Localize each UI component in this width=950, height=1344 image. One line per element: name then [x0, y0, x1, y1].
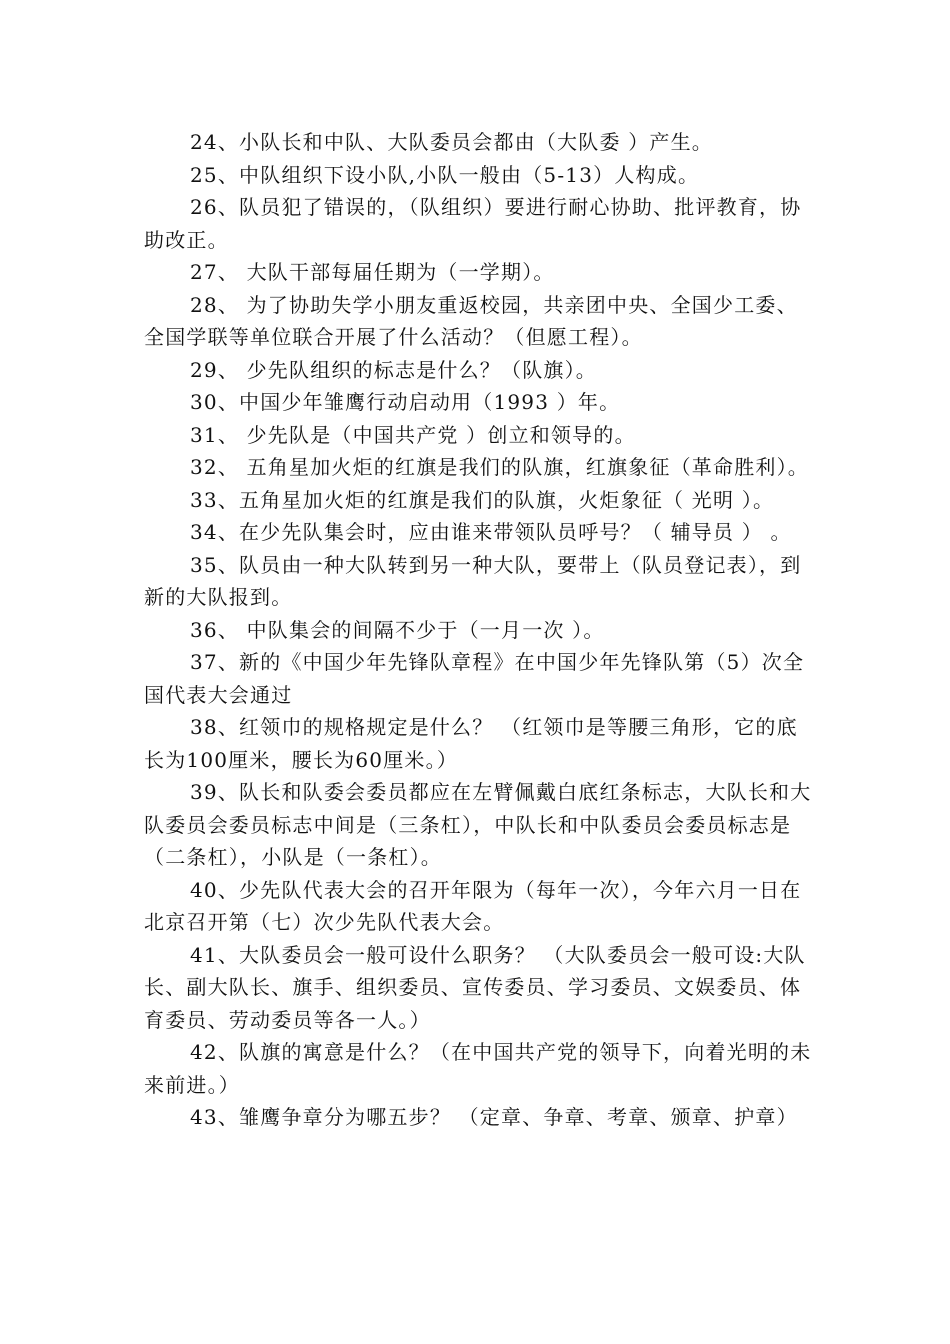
list-item-40: 40、少先队代表大会的召开年限为（每年一次），今年六月一日在北京召开第（七）次少先队代表大会。: [144, 877, 802, 934]
list-item-28: 28、 为了协助失学小朋友重返校园，共亲团中央、全国少工委、全国学联等单位联合开展了什么活动？（但愿工程）。: [144, 292, 798, 349]
list-item-37: 37、新的《中国少年先锋队章程》在中国少年先锋队第（5）次全国代表大会通过: [144, 650, 805, 707]
list-item-31: 31、 少先队是（中国共产党 ）创立和领导的。: [190, 422, 636, 447]
list-item-43: 43、雏鹰争章分为哪五步？ （定章、争章、考章、颁章、护章）: [190, 1105, 798, 1129]
list-item-42: 42、队旗的寓意是什么？（在中国共产党的领导下，向着光明的未来前进。）: [144, 1040, 812, 1097]
list-item-33: 33、五角星加火炬的红旗是我们的队旗，火炬象征（ 光明 ）。: [190, 487, 775, 512]
list-item-34: 34、在少先队集会时，应由谁来带领队员呼号？（ 辅导员 ） 。: [190, 520, 792, 544]
list-item-24: 24、小队长和中队、大队委员会都由（大队委 ）产生。: [190, 130, 714, 154]
list-item-27: 27、 大队干部每届任期为（一学期）。: [190, 260, 555, 284]
list-item-41: 41、大队委员会一般可设什么职务？ （大队委员会一般可设:大队长、副大队长、旗手、组织委员、宣传委员、学习委员、文娱委员、体育委员、劳动委员等各一人。）: [144, 942, 806, 1032]
list-item-39: 39、队长和队委会委员都应在左臂佩戴白底红条标志，大队长和大队委员会委员标志中间是（三条杠），中队长和中队委员会委员标志是（二条杠），小队是（一条杠）。: [144, 780, 812, 869]
list-item-36: 36、 中队集会的间隔不少于（一月一次 ）。: [190, 617, 605, 642]
list-item-38: 38、红领巾的规格规定是什么？ （红领巾是等腰三角形，它的底长为100厘米，腰长为60厘米。）: [144, 715, 798, 772]
list-item-35: 35、队员由一种大队转到另一种大队，要带上（队员登记表），到新的大队报到。: [144, 552, 802, 609]
list-item-32: 32、 五角星加火炬的红旗是我们的队旗，红旗象征（革命胜利）。: [190, 455, 810, 479]
list-item-25: 25、中队组织下设小队,小队一般由（5-13）人构成。: [190, 162, 700, 187]
list-item-26: 26、队员犯了错误的，（队组织）要进行耐心协助、批评教育，协助改正。: [144, 195, 802, 252]
list-item-30: 30、中国少年雏鹰行动启动用（1993 ）年。: [190, 390, 621, 414]
question-list: [144, 126, 814, 1134]
list-item-29: 29、 少先队组织的标志是什么？（队旗）。: [190, 357, 598, 382]
